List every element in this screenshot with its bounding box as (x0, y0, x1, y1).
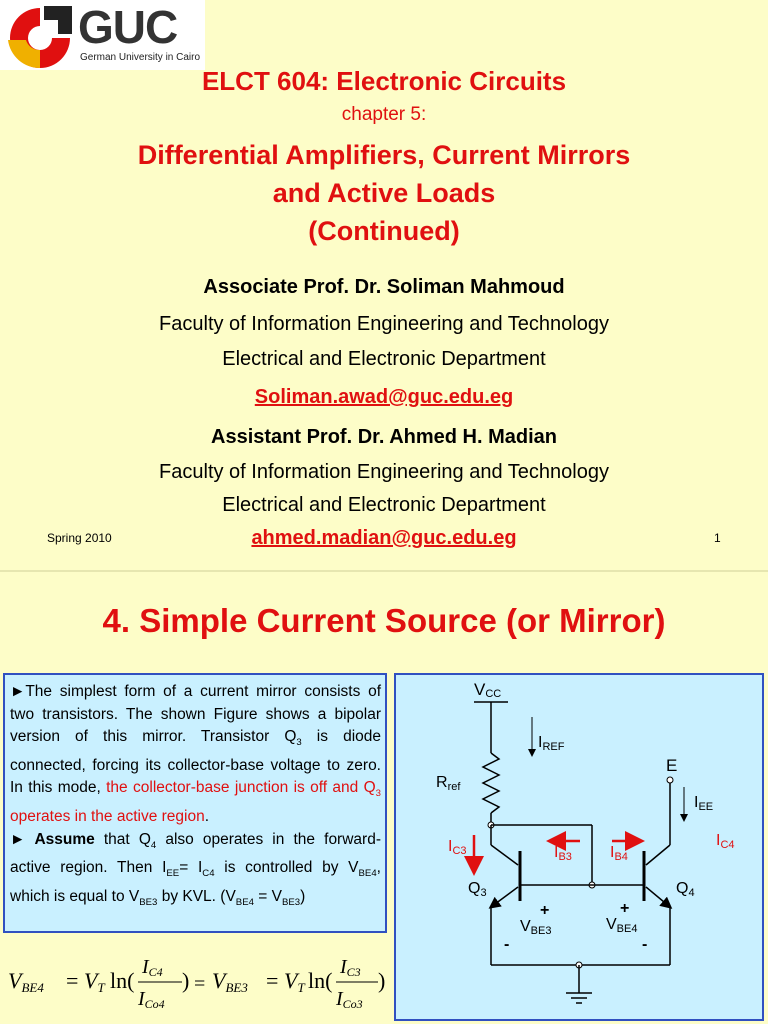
q3-label: Q3 (468, 880, 487, 899)
svg-text:=: = (66, 968, 79, 993)
author2-name: Assistant Prof. Dr. Ahmed H. Madian (211, 426, 557, 448)
rref-label: Rref (436, 774, 461, 793)
svg-text:IC3: IC3 (340, 956, 361, 979)
svg-text:ICo3: ICo3 (336, 988, 363, 1011)
svg-text:VT: VT (84, 968, 105, 995)
svg-text:VBE3: VBE3 (212, 968, 248, 995)
guc-logo (0, 0, 205, 70)
chapter-title-line2: and Active Loads (272, 178, 496, 208)
circuit-schematic (396, 675, 762, 1019)
vbe4-label: VBE4 (606, 916, 638, 935)
svg-text:=: = (266, 968, 279, 993)
ib3-label: IB3 (554, 844, 572, 863)
svg-text:VBE4: VBE4 (8, 968, 44, 995)
guc-emblem-icon (0, 0, 80, 70)
author2-faculty: Faculty of Information Engineering and Technology (159, 461, 609, 483)
logo-subtitle: German University in Cairo (80, 52, 201, 63)
e-terminal (667, 777, 673, 783)
vbe3-minus: - (504, 936, 510, 953)
ic4-label: IC4 (716, 832, 735, 851)
content-slide (0, 572, 768, 1024)
course-title: ELCT 604: Electronic Circuits (201, 66, 567, 96)
iref-label: IREF (538, 734, 565, 753)
svg-text:=: = (194, 973, 206, 995)
chapter-title (0, 136, 768, 250)
vbe4-minus: - (642, 936, 648, 953)
vcc-label: VCC (474, 680, 502, 700)
paragraph-1: ►The simplest form of a current mirror consists of two transistors. The shown Figure shows a bipolar version of this mirror. Transistor $Q_3$ is diode connected, forcing its collector-base voltage to zero. In this mode, the collector-base junction is off and $Q_3$ operates in the active region. (10, 683, 381, 826)
svg-text:VT: VT (284, 968, 305, 995)
svg-text:ICo4: ICo4 (138, 988, 165, 1011)
ic3-label: IC3 (448, 838, 467, 857)
chapter-label: chapter 5: (341, 104, 427, 125)
explanation-box (3, 673, 387, 933)
author1-name: Associate Prof. Dr. Soliman Mahmoud (203, 276, 565, 298)
highlight-text: the collector-base junction is off and $Q_3$ operates in the active region (10, 779, 381, 826)
vbe-equation (4, 942, 389, 1018)
author1-email-link[interactable]: Soliman.awad@guc.edu.eg (254, 386, 514, 408)
q3-transistor (491, 845, 518, 865)
svg-text:IC4: IC4 (142, 956, 163, 979)
equation-graphic (4, 942, 389, 1012)
author2-email-link[interactable]: ahmed.madian@guc.edu.eg (251, 527, 517, 549)
slide-title: 4. Simple Current Source (or Mirror) (102, 602, 666, 639)
iee-label: IEE (694, 794, 714, 813)
author2-department: Electrical and Electronic Department (222, 494, 546, 516)
author1-department: Electrical and Electronic Department (222, 348, 546, 370)
chapter-title-line1: Differential Amplifiers, Current Mirrors (137, 140, 631, 170)
svg-text:): ) (378, 968, 386, 993)
svg-text:ln(: ln( (110, 968, 135, 993)
logo-name: GUC (78, 1, 178, 53)
paragraph-2: ► Assume that $Q_4$ also operates in the forward-active region. Then $I_{EE}= I_{C4}$ is controlled by $V_{BE4}$, which is equal to $V_{BE3}$ by KVL. $(V_{BE4} = V_{BE3})$ (10, 830, 381, 909)
svg-text:): ) (182, 968, 190, 993)
svg-text:ln(: ln( (308, 968, 333, 993)
ib4-label: IB4 (610, 844, 628, 863)
current-mirror-diagram (394, 673, 764, 1021)
semester-label: Spring 2010 (47, 531, 112, 545)
author1-faculty: Faculty of Information Engineering and Technology (159, 313, 609, 335)
e-label: E (666, 756, 678, 775)
q4-label: Q4 (676, 880, 695, 899)
vbe3-label: VBE3 (520, 918, 552, 937)
page-number: 1 (714, 531, 721, 545)
vbe3-plus: + (540, 902, 550, 919)
rref-resistor (483, 753, 499, 813)
chapter-title-line3: (Continued) (308, 216, 460, 246)
vbe4-plus: + (620, 900, 630, 917)
ground-icon (566, 993, 592, 1003)
